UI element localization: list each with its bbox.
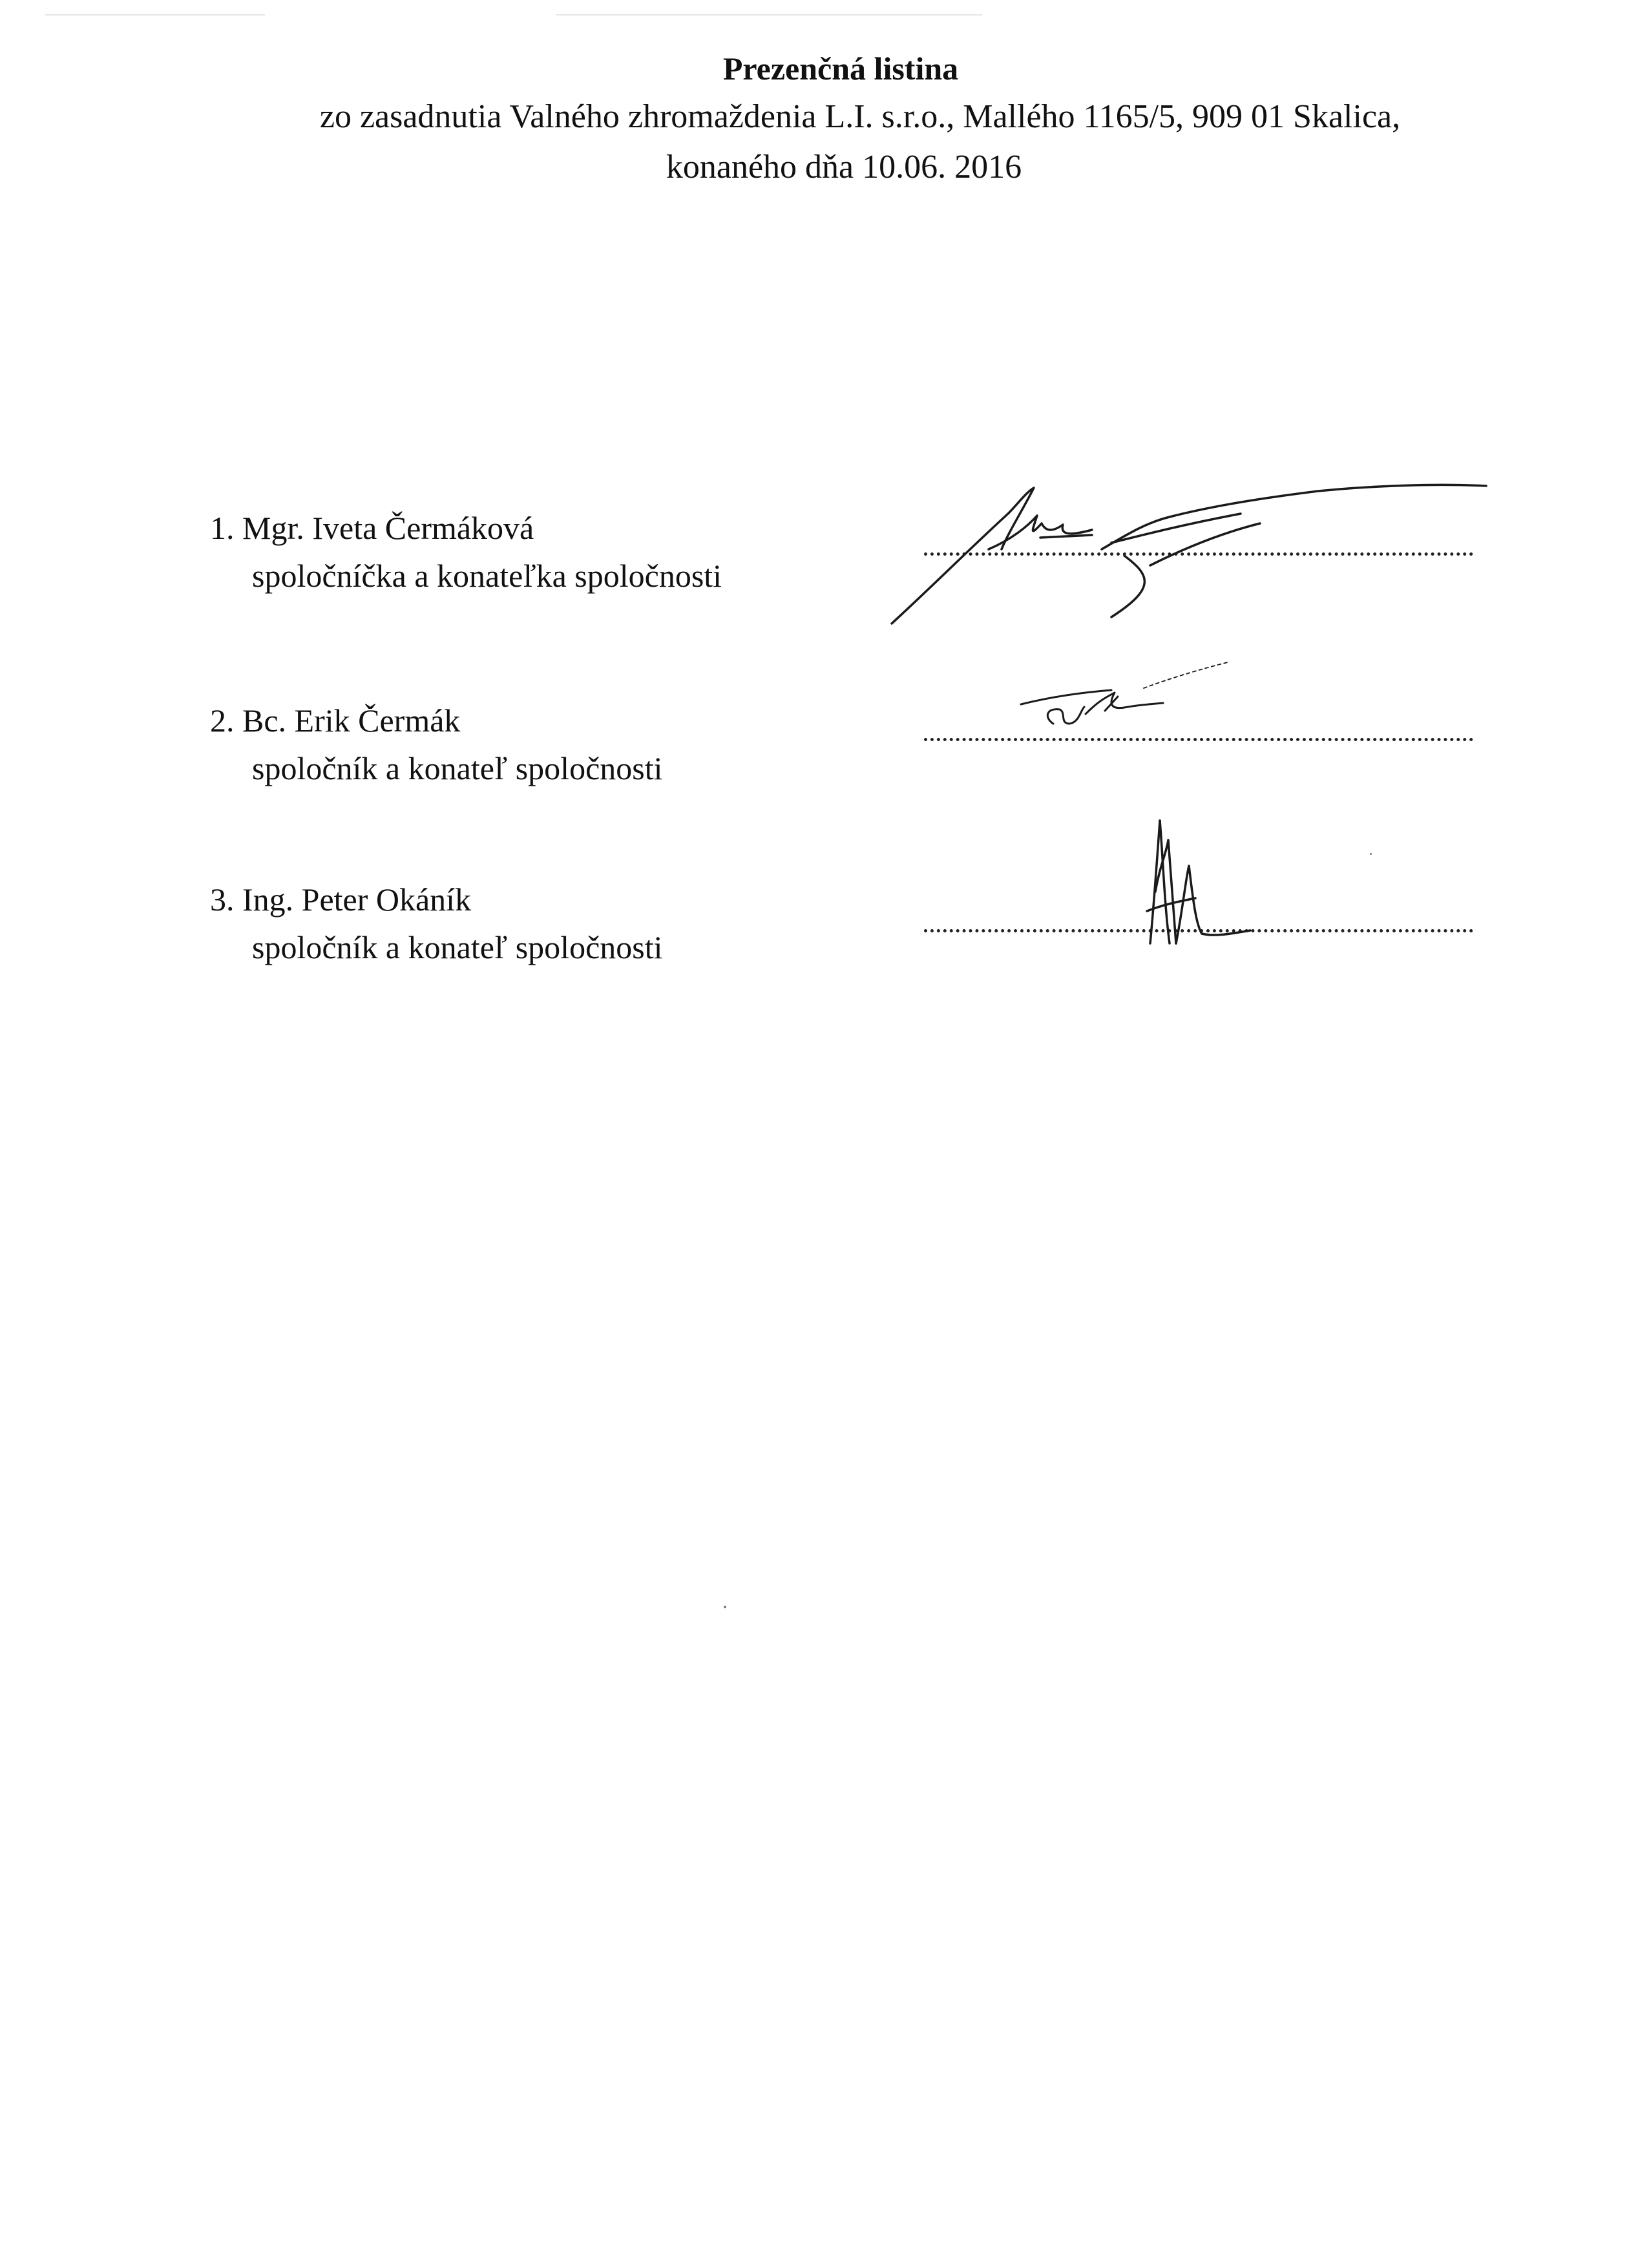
signature-1 <box>879 478 1499 633</box>
scan-speck <box>724 1606 726 1608</box>
attendee-role: spoločník a konateľ spoločnosti <box>252 929 663 965</box>
attendee-name: 3. Ing. Peter Okáník <box>210 881 472 918</box>
attendee-name: 1. Mgr. Iveta Čermáková <box>210 510 534 546</box>
attendee-entry-2 <box>210 697 663 792</box>
attendee-role: spoločníčka a konateľka spoločnosti <box>252 558 722 594</box>
scan-edge-line-right <box>556 14 982 16</box>
signature-3 <box>1124 814 1266 950</box>
scan-speck <box>1370 853 1372 855</box>
document-title: Prezenčná listina <box>722 50 959 87</box>
document-date-line: konaného dňa 10.06. 2016 <box>666 149 1022 185</box>
document-subtitle: zo zasadnutia Valného zhromaždenia L.I. s.r.o., Mallého 1165/5, 909 01 Skalica, <box>319 98 1401 135</box>
attendee-role: spoločník a konateľ spoločnosti <box>252 750 663 786</box>
scan-edge-line-left <box>45 14 265 16</box>
attendee-entry-1 <box>210 504 722 600</box>
attendee-name: 2. Bc. Erik Čermák <box>210 702 461 739</box>
document-header <box>0 45 1649 193</box>
attendee-entry-3 <box>210 876 663 971</box>
signature-2 <box>1008 653 1254 750</box>
